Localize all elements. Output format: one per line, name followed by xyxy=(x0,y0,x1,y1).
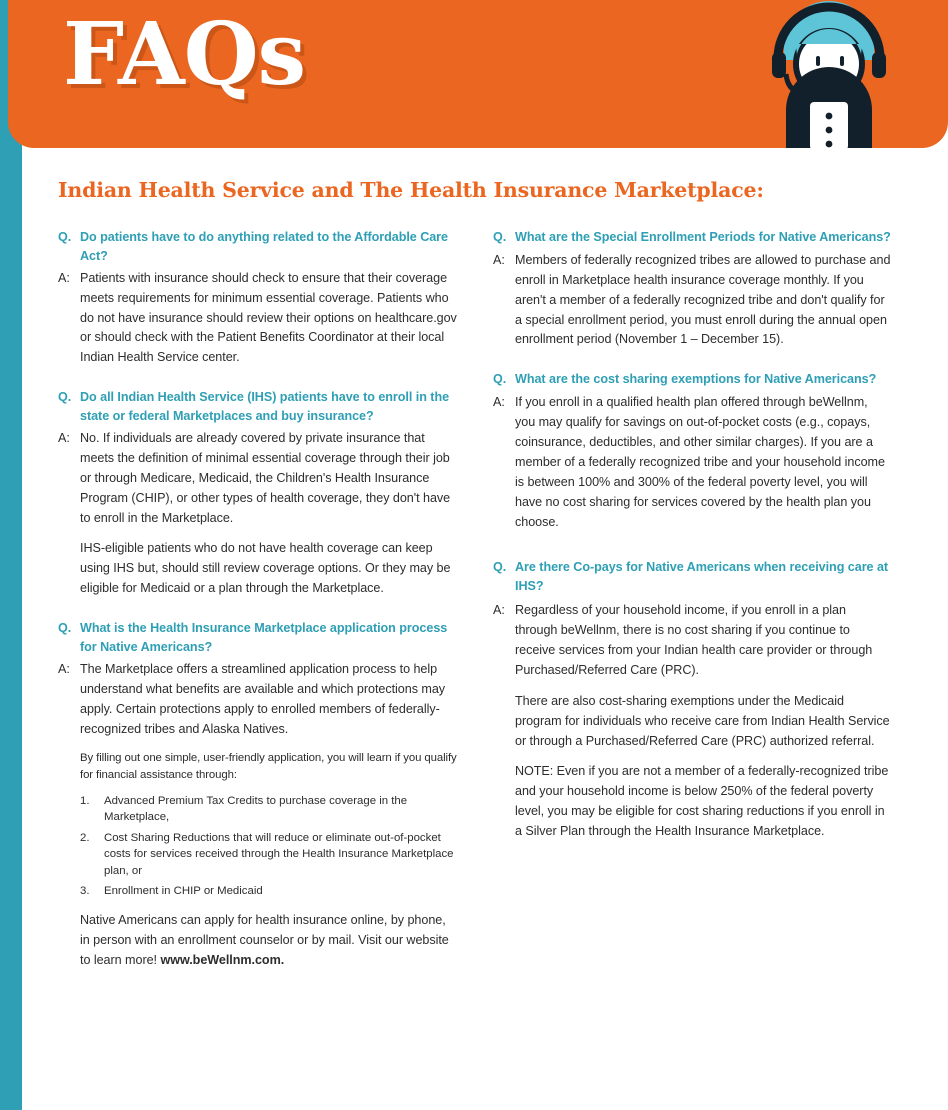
answer-text: Patients with insurance should check to ensure that their coverage meets requirements for minimum essential coverage. Patients who do not have insurance should review their options on healthcare.gov or should check with the Patient Benefits Coordinator at their local Indian Health Service center. xyxy=(80,270,457,365)
question-row xyxy=(493,228,891,248)
list-item xyxy=(80,830,458,880)
question-marker: Q. xyxy=(493,372,507,387)
question-row xyxy=(58,619,458,657)
answer-row xyxy=(493,393,891,532)
question-text: What are the Special Enrollment Periods for Native Americans? xyxy=(515,230,891,244)
answer-marker: A: xyxy=(58,431,70,446)
benefits-list xyxy=(80,793,458,900)
answer-marker: A: xyxy=(58,270,70,285)
answer-paragraph: There are also cost-sharing exemptions under the Medicaid program for individuals who receive care from Indian Health Service or through a Purchased/Referred Care (PRC) authorized referral. xyxy=(515,693,890,748)
question-text: Do patients have to do anything related to the Affordable Care Act? xyxy=(80,230,448,263)
answer-row xyxy=(58,429,458,528)
list-item-label: Advanced Premium Tax Credits to purchase coverage in the Marketplace, xyxy=(104,794,408,824)
question-row xyxy=(58,228,458,266)
list-item-label: Enrollment in CHIP or Medicaid xyxy=(104,885,263,898)
question-text: Are there Co-pays for Native Americans when receiving care at IHS? xyxy=(515,560,889,594)
list-item-number: 2. xyxy=(80,831,90,844)
faq-item xyxy=(493,228,891,350)
answer-row xyxy=(58,269,458,368)
question-marker: Q. xyxy=(493,560,507,575)
answer-marker: A: xyxy=(58,661,70,676)
list-item xyxy=(80,883,458,900)
answer-row xyxy=(493,601,891,681)
list-item xyxy=(80,793,458,826)
answer-text: No. If individuals are already covered by private insurance that meets the definition of minimal essential coverage through their job or through Medicare, Medicaid, the Children's Health Insurance Program (CHIP), or other types of health coverage, they don't have to enroll in the Marketplace. xyxy=(80,431,451,525)
faq-item xyxy=(58,619,458,970)
page-title: FAQs xyxy=(63,4,306,105)
answer-marker: A: xyxy=(493,252,505,267)
headset-operator-icon xyxy=(764,0,894,148)
faq-item xyxy=(58,228,458,368)
faq-item xyxy=(493,558,891,842)
faq-item xyxy=(493,370,891,532)
question-row xyxy=(493,370,891,390)
question-row xyxy=(493,558,891,596)
question-text: What are the cost sharing exemptions for Native Americans? xyxy=(515,372,877,387)
question-row xyxy=(58,388,458,426)
closing-paragraph xyxy=(80,911,458,971)
answer-text: Members of federally recognized tribes are allowed to purchase and enroll in Marketplace health insurance coverage monthly. If you aren't a member of a federally recognized tribe and don't qualify for a special enrollment period, you must enroll during the annual open enrollment period (November 1 – December 15). xyxy=(515,252,891,347)
answer-subparagraph: By filling out one simple, user-friendly application, you will learn if you qualify for financial assistance through: xyxy=(80,752,457,782)
answer-marker: A: xyxy=(493,395,505,410)
answer-text: If you enroll in a qualified health plan offered through beWellnm, you may qualify for savings on out-of-pocket costs (e.g., copays, coinsurance, deductibles, and other similar charges). If you are a member of a federally recognized tribe and your household income is between 100% and 300% of the federal poverty level, you will have no cost sharing for services covered by the health plan you choose. xyxy=(515,395,885,529)
faq-item xyxy=(58,388,458,599)
question-marker: Q. xyxy=(58,230,72,244)
page-banner xyxy=(8,0,948,148)
closing-text: Native Americans can apply for health insurance online, by phone, in person with an enrollment counselor or by mail. Visit our website to learn more! xyxy=(80,912,449,967)
answer-row xyxy=(58,660,458,740)
question-marker: Q. xyxy=(58,390,72,405)
answer-marker: A: xyxy=(493,603,505,618)
faq-column-left xyxy=(58,228,458,970)
question-text: What is the Health Insurance Marketplace application process for Native Americans? xyxy=(80,621,448,655)
answer-text: The Marketplace offers a streamlined application process to help understand what benefits are available and which protections may apply. Certain protections apply to enrolled members of federally-recognized tribes and Alaska Natives. xyxy=(80,661,446,736)
website-link[interactable]: www.beWellnm.com. xyxy=(160,952,285,967)
question-text: Do all Indian Health Service (IHS) patients have to enroll in the state or federal Marketplaces and buy insurance? xyxy=(80,390,450,424)
section-heading: Indian Health Service and The Health Insurance Marketplace: xyxy=(58,178,764,202)
answer-row xyxy=(493,251,891,350)
answer-text: Regardless of your household income, if you enroll in a plan through beWellnm, there is no cost sharing if you continue to receive services from your Indian health care provider or through Purchased/Referred Care (PRC). xyxy=(515,603,873,677)
list-item-number: 1. xyxy=(80,794,90,807)
faq-column-right xyxy=(493,228,891,842)
left-accent-rule xyxy=(0,0,22,1110)
answer-paragraph: IHS-eligible patients who do not have health coverage can keep using IHS but, should still review coverage options. Or they may be eligible for Medicaid or a plan through the Marketplace. xyxy=(80,541,451,596)
list-item-label: Cost Sharing Reductions that will reduce or eliminate out-of-pocket costs for services received through the Health Insurance Marketplace plan, or xyxy=(104,831,454,877)
question-marker: Q. xyxy=(493,230,507,244)
answer-note: NOTE: Even if you are not a member of a federally-recognized tribe and your household income is below 250% of the federal poverty level, you may be eligible for cost sharing reductions if you enroll in a Silver Plan through the Health Insurance Marketplace. xyxy=(515,764,889,839)
list-item-number: 3. xyxy=(80,885,90,898)
question-marker: Q. xyxy=(58,621,72,636)
